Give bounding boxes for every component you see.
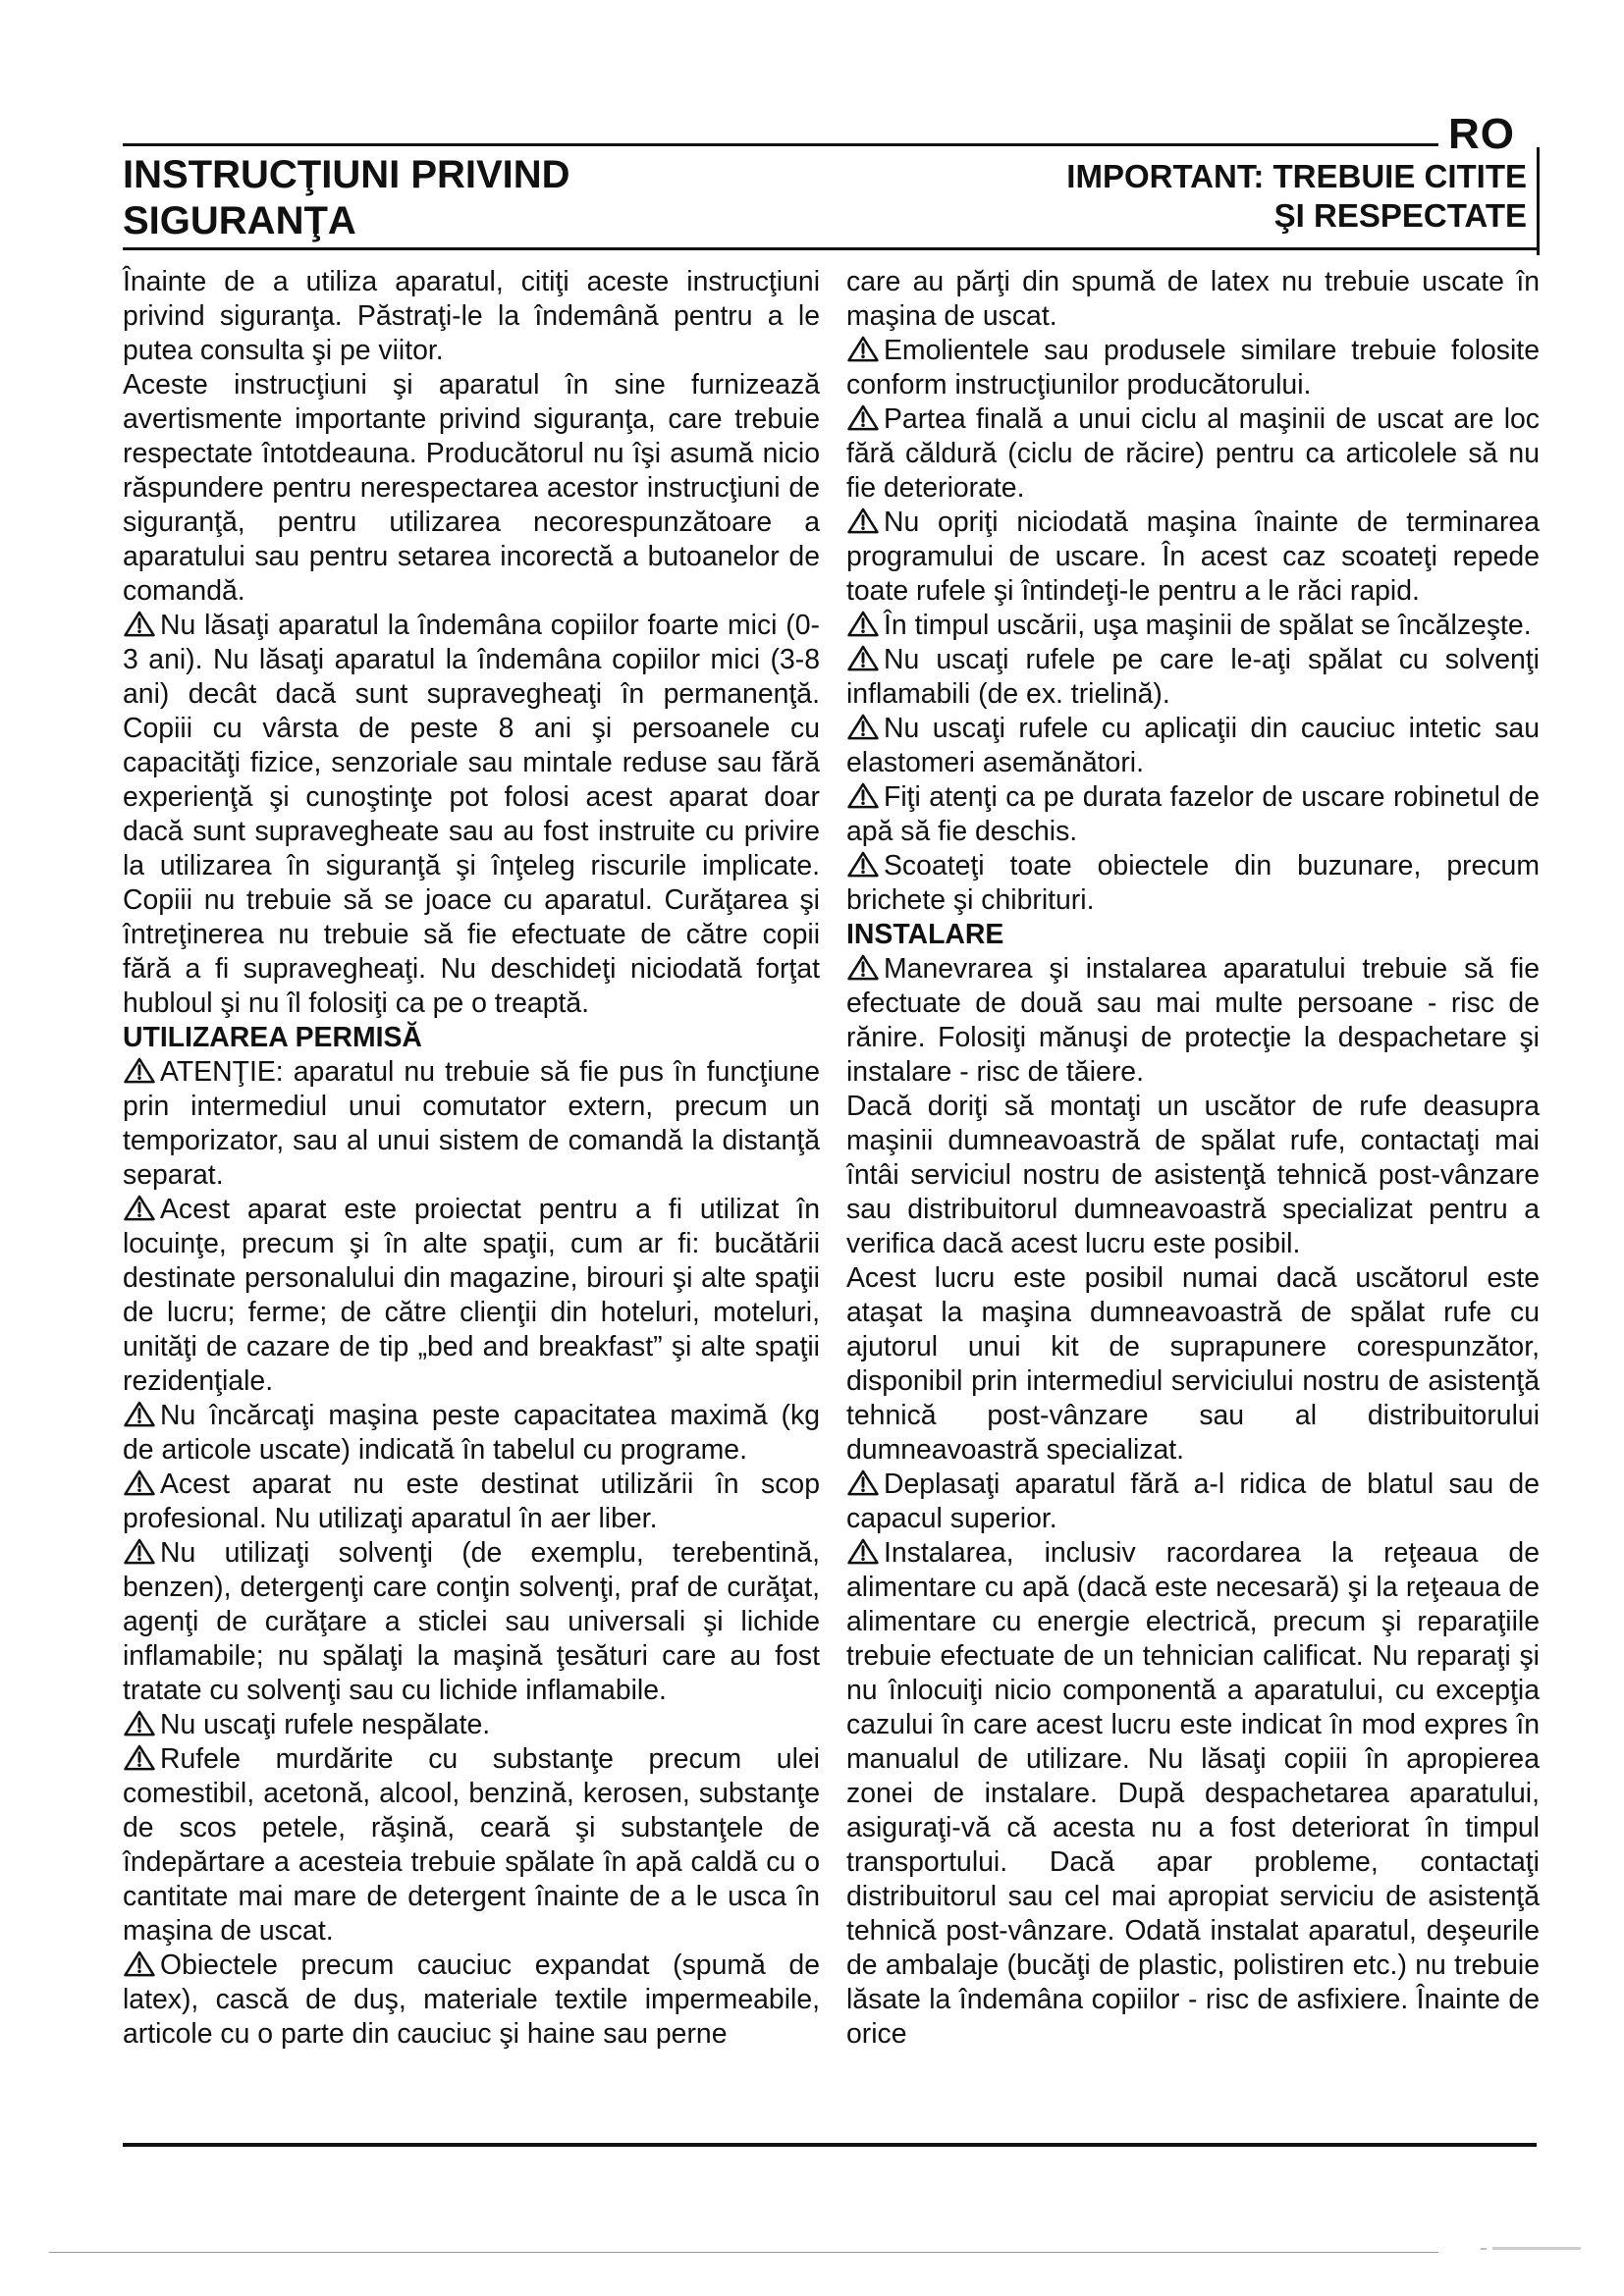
warning-icon [846,714,880,740]
warning-paragraph [123,1708,820,1742]
section-heading: UTILIZAREA PERMISĂ [123,1022,422,1053]
paragraph-text: Manevrarea şi instalarea aparatului trebuie să fie efectuate de două sau mai multe persoane - risc de rănire. Folosiţi mănuşi de protecţie la despachetare şi instalare - risc de tăiere. [846,953,1540,1088]
page-title-line-2: SIGURANŢA [123,199,356,242]
warning-paragraph [123,1949,820,2052]
header-rule [123,247,1537,250]
warning-paragraph [846,402,1540,506]
language-code: RO [1448,110,1515,158]
warning-icon [846,1538,880,1565]
warning-icon [123,1744,156,1771]
paragraph-text: Scoateţi toate obiectele din buzunare, precum brichete şi chibrituri. [846,850,1540,916]
warning-icon [123,1710,156,1736]
paragraph-text: Emolientele sau produsele similare trebuie folosite conform instrucţiunilor producătorului. [846,335,1540,400]
warning-paragraph [123,1399,820,1468]
paragraph-text: Nu uscaţi rufele pe care le-aţi spălat cu solvenţi inflamabili (de ex. trielină). [846,644,1540,710]
paragraph-text: Nu lăsaţi aparatul la îndemâna copiilor foarte mici (0-3 ani). Nu lăsaţi aparatul la îndemâna copiilor mici (3-8 ani) decât dacă sunt supravegheaţi în permanenţă. Copiii cu vârsta de peste 8 ani şi persoanele cu capacităţi fizice, senzoriale sau mintale reduse sau fără experienţă şi cunoştinţe pot folosi acest aparat doar dacă sunt supravegheate sau au fost instruite cu privire la utilizarea în siguranţă şi înţeleg riscurile implicate. Copiii nu trebuie să se joace cu aparatul. Curăţarea şi întreţinerea nu trebuie să fie efectuate de către copii fără a fi supravegheaţi. Nu deschideţi niciodată forţat hubloul şi nu îl folosiţi ca pe o treaptă. [123,610,820,1019]
warning-icon [846,851,880,878]
paragraph-text: Nu utilizaţi solvenţi (de exemplu, terebentină, benzen), detergenţi care conţin solvenţi, praf de curăţat, agenţi de curăţare a sticlei sau universali şi lichide inflamabile; nu spălaţi la maşină ţesături care au fost tratate cu solvenţi sau cu lichide inflamabile. [123,1537,820,1706]
paragraph-text: Nu uscaţi rufele cu aplicaţii din cauciuc intetic sau elastomeri asemănători. [846,713,1540,778]
warning-paragraph [123,1468,820,1536]
paragraph-text: Nu opriţi niciodată maşina înainte de terminarea programului de uscare. În acest caz scoateţi repede toate rufele şi întindeţi-le pentru a le răci rapid. [846,507,1540,607]
warning-paragraph [123,1055,820,1193]
left-column [123,265,820,2052]
warning-icon [123,1469,156,1496]
paragraph-text: Instalarea, inclusiv racordarea la reţeaua de alimentare cu apă (dacă este necesară) şi la reţeaua de alimentare cu energie electrică, precum şi reparaţiile trebuie efectuate de un tehnician calificat. Nu reparaţi şi nu înlocuiţi nicio componentă a aparatului, cu excepţia cazului în care acest lucru este indicat în mod expres în manualul de utilizare. Nu lăsaţi copiii în apropierea zonei de instalare. După despachetarea aparatului, asiguraţi-vă că acesta nu a fost deteriorat în timpul transportului. Dacă apar probleme, contactaţi distribuitorul sau cel mai apropiat serviciu de asistenţă tehnică post-vânzare. Odată instalat aparatul, deşeurile de ambalaje (bucăţi de plastic, polistiren etc.) nu trebuie lăsate la îndemâna copiilor - risc de asfixiere. Înainte de orice [846,1537,1540,2050]
footer-mark [1481,2244,1589,2254]
warning-icon [123,1195,156,1221]
bottom-rule [123,2143,1537,2147]
page-subtitle [972,157,1527,236]
paragraph [123,265,820,368]
warning-icon [123,611,156,637]
warning-icon [846,645,880,671]
paragraph-text: Acest aparat este proiectat pentru a fi utilizat în locuinţe, precum şi în alte spaţii, cum ar fi: bucătării destinate personalului din magazine, birouri şi alte spaţii de lucru; ferme; de către clienţii din hoteluri, moteluri, unităţi de cazare de tip „bed and breakfast” şi alte spaţii rezidenţiale. [123,1194,820,1397]
paragraph [846,1261,1540,1468]
section-heading: INSTALARE [846,919,1004,950]
paragraph-text: Rufele murdărite cu substanţe precum ulei comestibil, acetonă, alcool, benzină, kerosen, substanţe de scos petele, răşină, ceară şi substanţele de îndepărtare a acesteia trebuie spălate în apă caldă cu o cantitate mai mare de detergent înainte de a le usca în maşina de uscat. [123,1743,820,1947]
warning-icon [123,1401,156,1427]
page-subtitle-line-1: IMPORTANT: TREBUIE CITITE [1066,158,1527,194]
warning-icon [846,336,880,362]
paragraph [846,265,1540,334]
paragraph-text: În timpul uscării, uşa maşinii de spălat se încălzeşte. [884,610,1532,641]
paragraph-text: care au părţi din spumă de latex nu trebuie uscate în maşina de uscat. [846,266,1540,332]
warning-paragraph [846,712,1540,780]
warning-icon [846,507,880,534]
paragraph-text: Deplasaţi aparatul fără a-l ridica de blatul sau de capacul superior. [846,1468,1540,1534]
warning-icon [846,782,880,809]
paragraph-text: Nu uscaţi rufele nespălate. [160,1709,491,1740]
page-subtitle-line-2: ŞI RESPECTATE [1273,197,1527,234]
warning-paragraph [123,1536,820,1708]
warning-icon [846,954,880,981]
warning-paragraph [846,334,1540,402]
paragraph [846,1090,1540,1261]
warning-icon [846,1469,880,1496]
paragraph [123,368,820,609]
paragraph-text: Partea finală a unui ciclu al maşinii de uscat are loc fără căldură (ciclu de răcire) pentru ca articolele să nu fie deteriorate. [846,403,1540,504]
paragraph-text: Acest lucru este posibil numai dacă uscătorul este ataşat la maşina dumneavoastră de spălat rufe cu ajutorul unui kit de suprapunere corespunzător, disponibil prin intermediul serviciului nostru de asistenţă tehnică post-vânzare sau al distribuitorului dumneavoastră specializat. [846,1262,1540,1466]
warning-paragraph [846,952,1540,1090]
warning-paragraph [846,1468,1540,1536]
paragraph-text: Fiţi atenţi ca pe durata fazelor de uscare robinetul de apă să fie deschis. [846,781,1540,847]
warning-paragraph [123,609,820,1021]
page-title-line-1: INSTRUCŢIUNI PRIVIND [123,153,570,196]
warning-icon [123,1057,156,1084]
top-rule [123,143,1438,146]
warning-icon [123,1538,156,1565]
warning-paragraph [846,1536,1540,2052]
paragraph-text: Dacă doriţi să montaţi un uscător de rufe deasupra maşinii dumneavoastră de spălat rufe, contactaţi mai întâi serviciul nostru de asistenţă tehnică post-vânzare sau distribuitorul dumneavoastră specializat pentru a verifica dacă acest lucru este posibil. [846,1091,1540,1259]
header-vertical-rule [1537,147,1540,255]
warning-paragraph [846,643,1540,712]
footer-rule [49,2252,1438,2253]
warning-icon [846,404,880,431]
warning-icon [846,611,880,637]
paragraph-text: Înainte de a utiliza aparatul, citiţi aceste instrucţiuni privind siguranţa. Păstraţi-le la îndemână pentru a le putea consulta şi pe viitor. [123,266,820,366]
page-title [123,152,731,244]
paragraph-text: ATENŢIE: aparatul nu trebuie să fie pus în funcţiune prin intermediul unui comutator extern, precum un temporizator, sau al unui sistem de comandă la distanţă separat. [123,1056,820,1191]
paragraph-text: Acest aparat nu este destinat utilizării în scop profesional. Nu utilizaţi aparatul în aer liber. [123,1468,820,1534]
warning-paragraph [846,780,1540,849]
right-column [846,265,1540,2052]
warning-paragraph [123,1742,820,1949]
paragraph-text: Nu încărcaţi maşina peste capacitatea maximă (kg de articole uscate) indicată în tabelul cu programe. [123,1400,820,1466]
warning-paragraph [123,1193,820,1399]
warning-paragraph [846,609,1540,643]
warning-icon [123,1950,156,1977]
warning-paragraph [846,506,1540,609]
warning-paragraph [846,849,1540,918]
paragraph-text: Aceste instrucţiuni şi aparatul în sine furnizează avertismente importante privind siguranţa, care trebuie respectate întotdeauna. Producătorul nu îşi asumă nicio răspundere pentru nerespectarea acestor instrucţiuni de siguranţă, pentru utilizarea necorespunzătoare a aparatului sau pentru setarea incorectă a butoanelor de comandă. [123,369,820,607]
paragraph-text: Obiectele precum cauciuc expandat (spumă de latex), cască de duş, materiale textile impermeabile, articole cu o parte din cauciuc şi haine sau perne [123,1949,820,2050]
